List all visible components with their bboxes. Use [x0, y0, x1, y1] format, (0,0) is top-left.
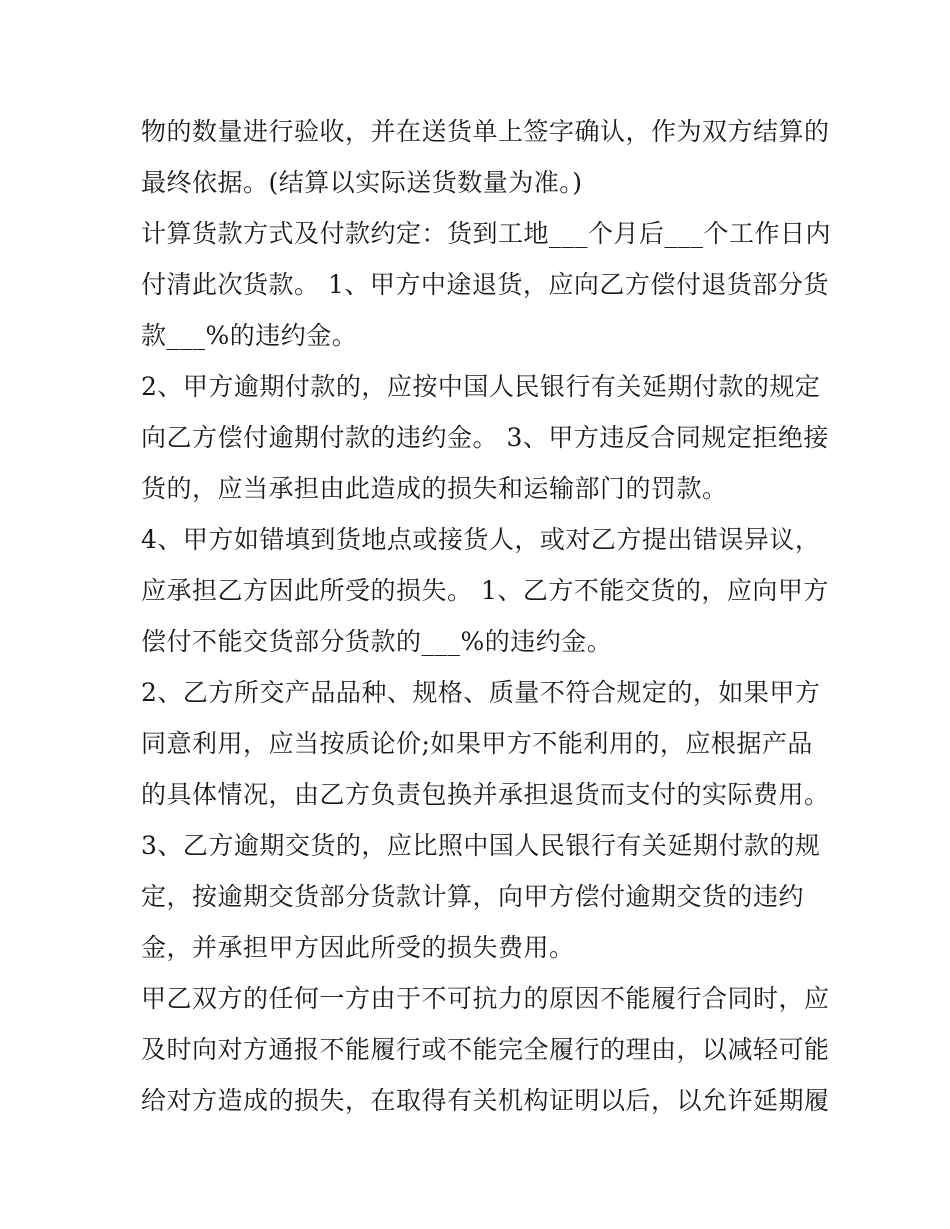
text-line: 款___%的违约金。 — [141, 321, 358, 350]
text-line: 同意利用，应当按质论价;如果甲方不能利用的，应根据产品 — [141, 729, 813, 758]
text-line: 付清此次货款。 1、甲方中途退货，应向乙方偿付退货部分货 — [141, 270, 829, 299]
text-line: 金，并承担甲方因此所受的损失费用。 — [141, 933, 575, 962]
text-line: 的具体情况，由乙方负责包换并承担退货而支付的实际费用。 — [141, 780, 830, 809]
paragraph-force-majeure — [141, 973, 830, 1126]
text-line: 2、乙方所交产品品种、规格、质量不符合规定的，如果甲方 — [141, 678, 821, 707]
text-line: 4、甲方如错填到货地点或接货人，或对乙方提出错误异议， — [141, 525, 821, 554]
text-line: 货的，应当承担由此造成的损失和运输部门的罚款。 — [141, 474, 728, 503]
paragraph-party-b-late-delivery — [141, 820, 821, 973]
text-line: 给对方造成的损失，在取得有关机构证明以后，以允许延期履 — [141, 1086, 830, 1115]
paragraph-party-a-wrong-delivery — [141, 514, 829, 667]
document-body — [141, 106, 832, 1126]
text-line: 应承担乙方因此所受的损失。 1、乙方不能交货的，应向甲方 — [141, 576, 829, 605]
paragraph-party-a-late-payment — [141, 361, 829, 514]
text-line: 2、甲方逾期付款的，应按中国人民银行有关延期付款的规定 — [141, 372, 821, 401]
text-line: 向乙方偿付逾期付款的违约金。 3、甲方违反合同规定拒绝接 — [141, 423, 829, 452]
text-line: 3、乙方逾期交货的，应比照中国人民银行有关延期付款的规 — [141, 831, 821, 860]
text-line: 计算货款方式及付款约定：货到工地___个月后___个工作日内 — [141, 219, 832, 248]
text-line: 物的数量进行验收，并在送货单上签字确认，作为双方结算的 — [141, 117, 830, 146]
text-line: 甲乙双方的任何一方由于不可抗力的原因不能履行合同时，应 — [141, 984, 830, 1013]
text-line: 偿付不能交货部分货款的___%的违约金。 — [141, 627, 613, 656]
paragraph-party-b-quality — [141, 667, 830, 820]
paragraph-acceptance — [141, 106, 830, 208]
text-line: 最终依据。(结算以实际送货数量为准。) — [141, 168, 583, 197]
text-line: 定，按逾期交货部分货款计算，向甲方偿付逾期交货的违约 — [141, 882, 805, 911]
paragraph-payment-terms — [141, 208, 832, 361]
text-line: 及时向对方通报不能履行或不能完全履行的理由，以减轻可能 — [141, 1035, 830, 1064]
